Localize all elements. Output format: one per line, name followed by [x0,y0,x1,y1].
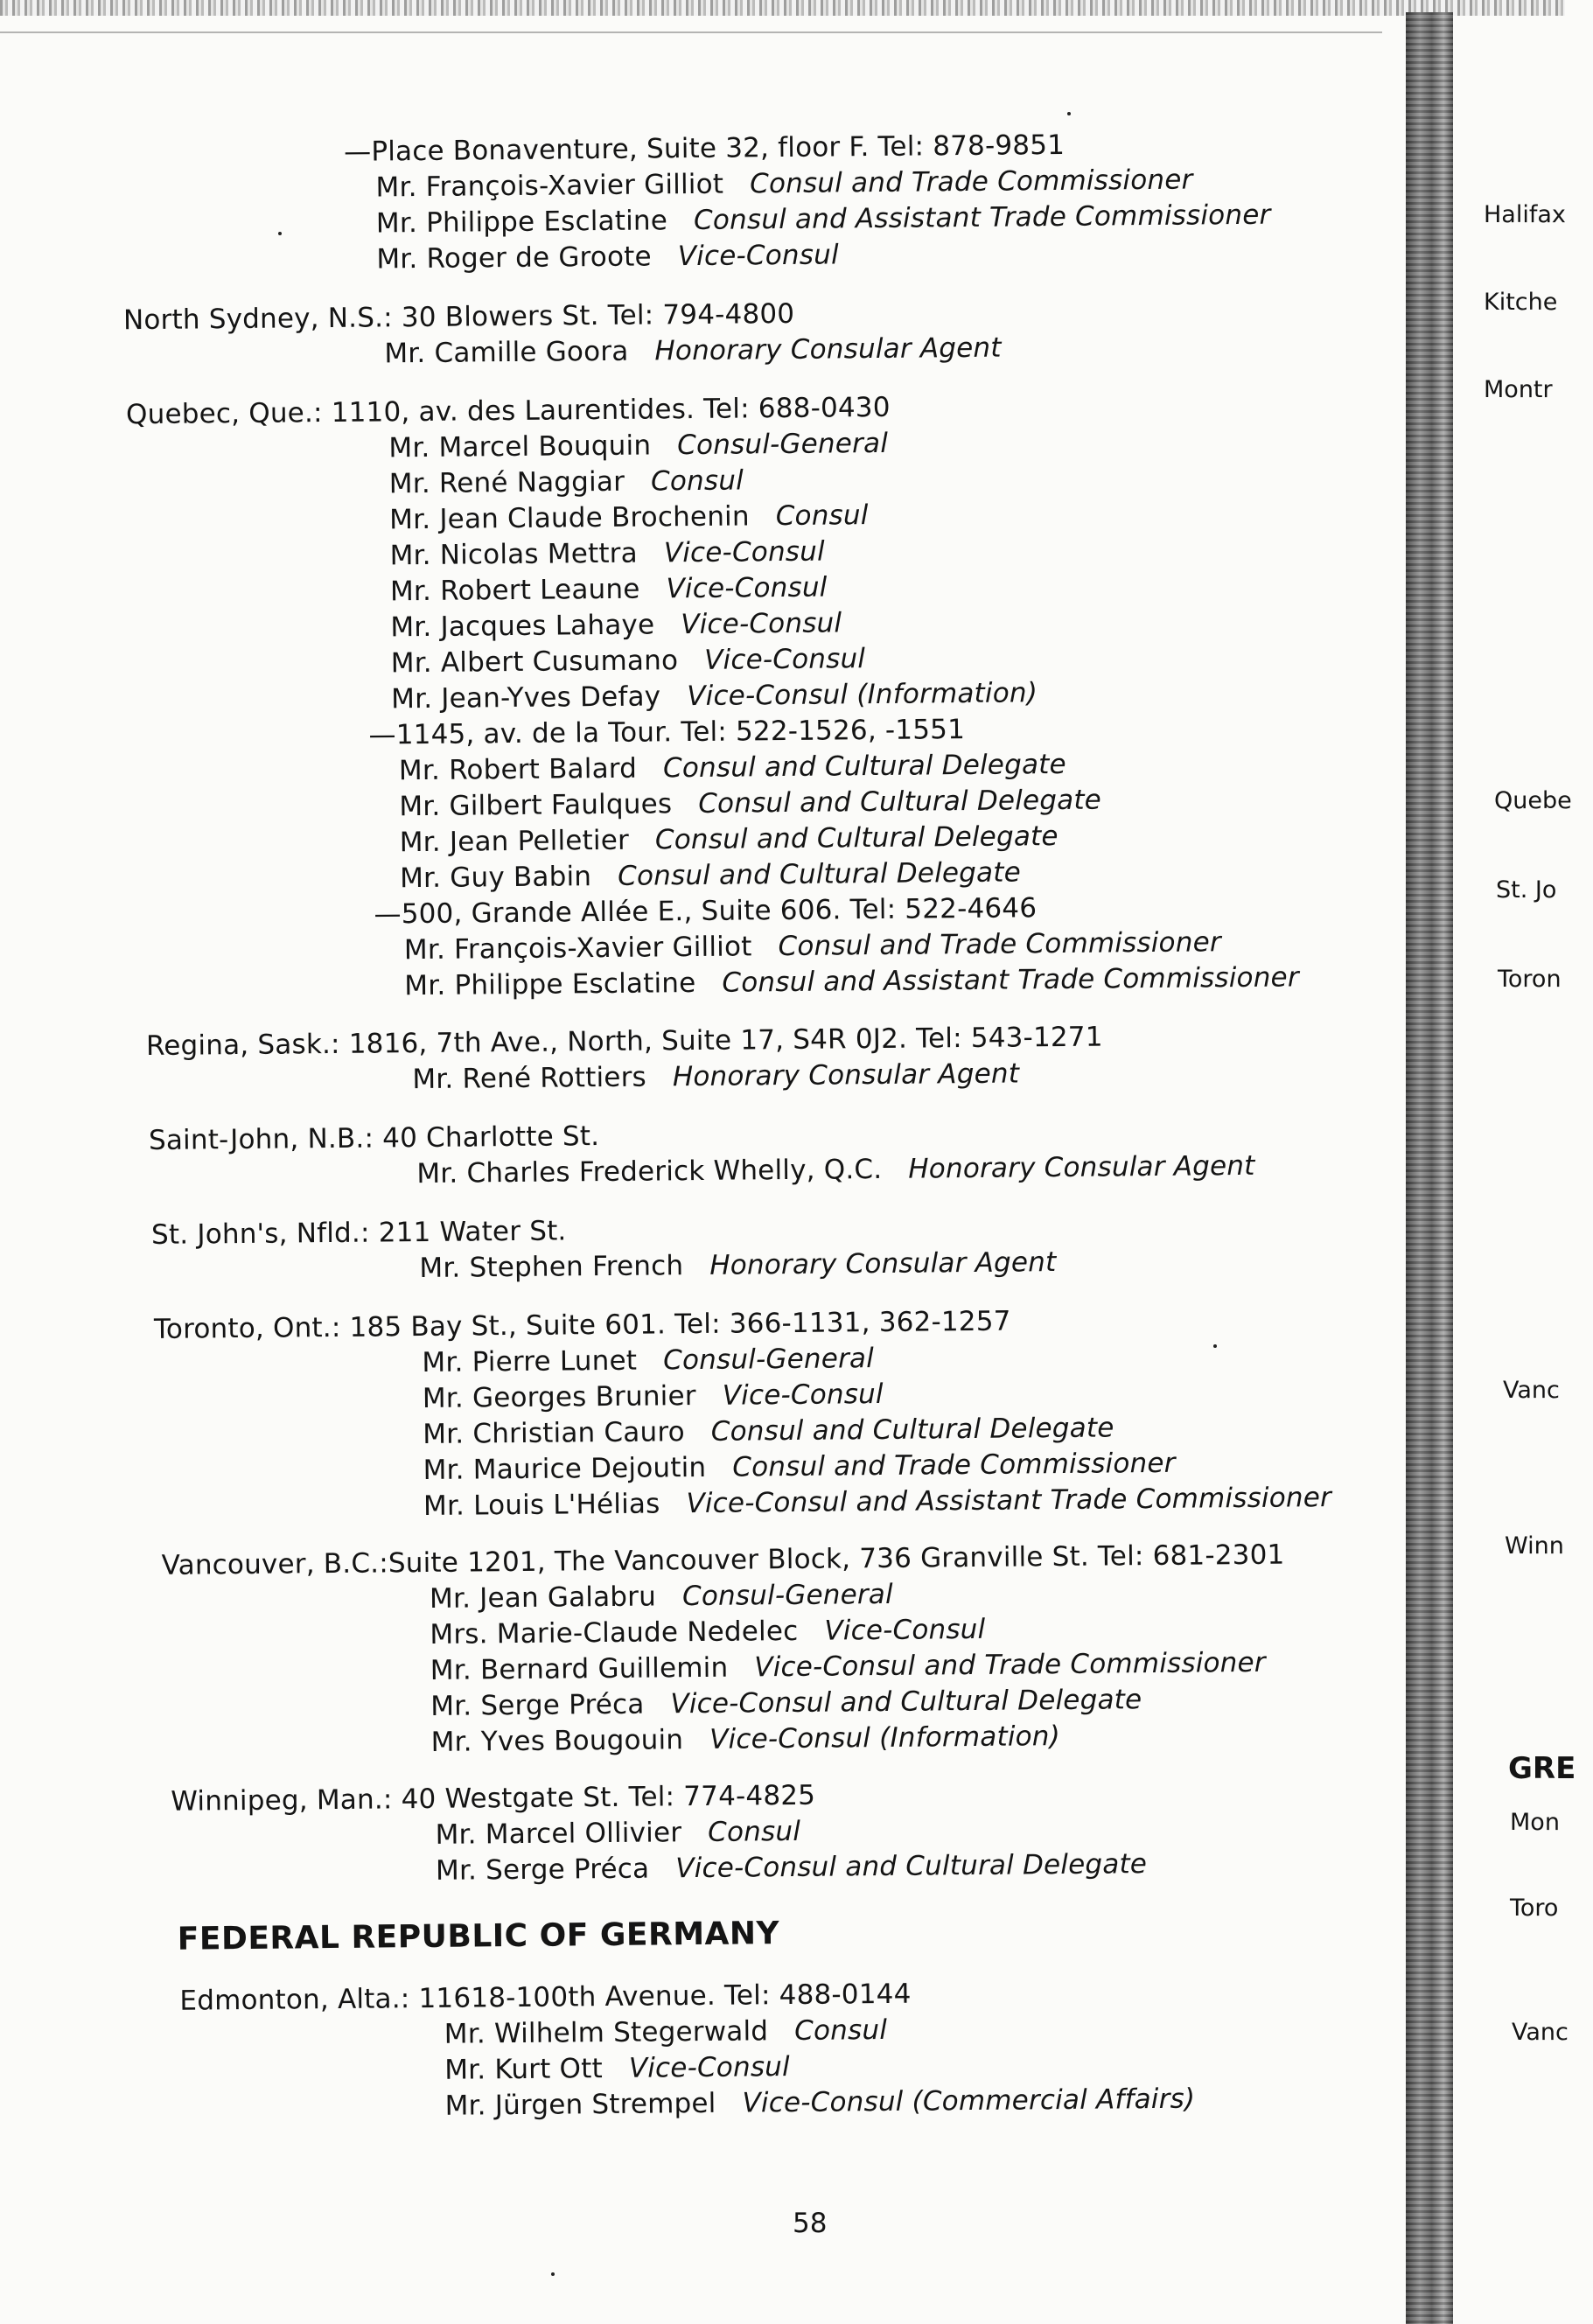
person-role: Consul [708,1815,801,1848]
person-line [399,784,1101,824]
person-name: Mr. Christian Cauro [423,1416,685,1451]
person-role: Vice-Consul (Information) [709,1720,1061,1755]
person-name: Mrs. Marie-Claude Nedelec [430,1615,799,1651]
person-line [388,427,888,464]
person-line [430,1613,985,1651]
person-line [390,606,842,644]
person-line [435,1815,800,1852]
person-name: Mr. Guy Babin [399,861,592,895]
right-page-label: Mon [1510,1809,1560,1836]
person-name: Mr. Charles Frederick Whelly, Q.C. [416,1153,883,1190]
person-line [376,238,839,276]
right-page-label: Vanc [1503,1377,1560,1404]
city-label: St. John's, Nfld.: [150,1217,370,1251]
right-page-label: Montr [1484,376,1553,403]
person-line [389,499,869,536]
person-role: Consul and Assistant Trade Commissioner [693,199,1271,236]
person-name: Mr. Philippe Esclatine [404,967,696,1002]
person-name: Mr. Camille Goora [384,335,629,370]
person-role: Vice-Consul [666,571,828,605]
person-line [375,164,1192,205]
city-label: Edmonton, Alta.: [179,1983,410,2017]
person-role: Honorary Consular Agent [908,1149,1255,1185]
person-line [430,1578,893,1616]
person-line [400,820,1059,859]
right-page-label: Quebe [1494,787,1572,814]
person-role: Vice-Consul (Information) [687,677,1038,713]
office-address: 211 Water St. [378,1215,567,1249]
person-role: Vice-Consul and Trade Commissioner [754,1646,1266,1684]
right-page-label: Winn [1505,1532,1564,1560]
person-name: Mr. Robert Leaune [389,573,640,608]
person-line [400,855,1021,895]
person-role: Consul and Cultural Delegate [698,784,1102,820]
person-name: Mr. Louis L'Hélias [423,1488,660,1523]
person-name: Mr. Albert Cusumano [390,645,679,680]
scan-speck [278,232,282,235]
office-address: 1816, 7th Ave., North, Suite 17, S4R 0J2. Tel: 543-1271 [348,1021,1103,1060]
person-line [444,2013,888,2051]
person-role: Consul-General [677,427,889,462]
person-name: Mr. Yves Bougouin [430,1724,684,1758]
person-name: Mr. Jean Claude Brochenin [389,500,750,536]
person-role: Vice-Consul [681,607,842,641]
office-heading [149,1120,600,1157]
office-heading [151,1214,567,1252]
person-role: Consul and Trade Commissioner [749,164,1193,200]
person-name: Mr. Jean Galabru [429,1581,657,1615]
section-heading: FEDERAL REPUBLIC OF GERMANY [177,1916,780,1958]
person-line [412,1057,1019,1096]
person-role: Consul [650,464,744,498]
scan-speck [551,2272,555,2276]
right-page-label: Toron [1498,966,1562,993]
person-name: Mr. Georges Brunier [422,1380,696,1415]
person-role: Consul [794,2013,888,2047]
person-name: Mr. François-Xavier Gilliot [403,931,752,967]
person-line [423,1481,1331,1523]
page-number: 58 [793,2208,828,2239]
person-role: Vice-Consul [677,239,839,273]
person-line [384,332,1002,371]
right-page-label: Vanc [1512,2019,1569,2046]
person-line [430,1683,1142,1723]
person-line [423,1447,1175,1487]
person-name: Mr. Stephen French [419,1250,684,1285]
person-name: Mr. Jean Pelletier [399,824,630,859]
person-role: Consul and Cultural Delegate [710,1412,1114,1448]
person-name: Mr. Maurice Dejoutin [423,1451,707,1487]
person-name: Mr. Kurt Ott [444,2053,604,2086]
person-role: Consul [775,499,869,533]
person-line [389,535,825,573]
person-name: Mr. Jean-Yves Defay [391,680,661,715]
person-role: Consul and Assistant Trade Commissioner [722,961,1299,999]
person-line [416,1149,1254,1190]
person-line [389,464,744,500]
office-address: 1110, av. des Laurentides. Tel: 688-0430 [331,391,891,429]
office-heading [161,1539,1284,1582]
person-line [430,1646,1266,1687]
person-line [391,642,866,680]
person-name: Mr. Jürgen Strempel [444,2087,716,2122]
person-name: Mr. Robert Balard [398,752,638,787]
office-address: 185 Bay St., Suite 601. Tel: 366-1131, 362-1257 [349,1305,1011,1343]
person-role: Vice-Consul (Commercial Affairs) [742,2083,1196,2119]
person-line [404,960,1299,1002]
person-role: Vice-Consul [628,2051,791,2084]
right-page-label: Halifax [1484,201,1566,228]
person-name: Mr. François-Xavier Gilliot [375,168,724,204]
person-name: Mr. Roger de Groote [376,241,652,276]
office-address: 30 Blowers St. Tel: 794-4800 [401,297,795,334]
right-page-label: Kitche [1484,289,1558,316]
city-label: Quebec, Que.: [125,397,323,431]
person-line [391,676,1038,715]
person-line [423,1411,1114,1451]
city-label: Toronto, Ont.: [153,1311,341,1345]
person-name: Mr. René Naggiar [388,465,625,500]
person-role: Consul and Cultural Delegate [654,820,1059,856]
office-heading [146,1021,1103,1063]
person-line [419,1246,1056,1285]
person-line [444,2050,790,2087]
address-line: —500, Grande Allée E., Suite 606. Tel: 522-4646 [374,892,1038,931]
scan-speck [1213,1344,1217,1348]
person-role: Consul and Cultural Delegate [617,856,1022,892]
person-line [423,1378,884,1415]
office-heading [126,391,891,431]
person-role: Consul-General [681,1578,893,1613]
right-page-heading: GRE [1508,1751,1576,1786]
city-label: Saint-John, N.B.: [148,1122,374,1157]
address-line: —1145, av. de la Tour. Tel: 522-1526, -1551 [368,714,966,751]
person-line [436,1847,1147,1888]
person-role: Honorary Consular Agent [709,1246,1057,1281]
person-role: Consul and Trade Commissioner [778,926,1221,963]
person-line [430,1720,1060,1759]
person-line [404,925,1221,967]
person-line [399,748,1066,787]
person-name: Mr. Pierre Lunet [422,1344,638,1379]
right-page-label: Toro [1510,1895,1559,1922]
person-line [444,2083,1195,2123]
person-line [376,199,1271,241]
person-name: Mr. René Rottiers [412,1061,647,1096]
person-role: Consul and Cultural Delegate [662,748,1066,785]
city-label: Regina, Sask.: [145,1028,340,1063]
office-heading [171,1779,815,1818]
scan-speck [1067,112,1071,115]
person-role: Vice-Consul [824,1613,986,1647]
person-name: Mr. Nicolas Mettra [389,537,639,572]
person-role: Vice-Consul [663,535,826,569]
office-heading [123,297,795,337]
person-line [390,571,828,609]
person-role: Honorary Consular Agent [672,1057,1020,1093]
book-binding [1406,12,1453,2324]
person-role: Vice-Consul and Cultural Delegate [670,1684,1142,1720]
person-role: Vice-Consul and Assistant Trade Commissioner [686,1482,1332,1520]
city-label: Vancouver, B.C.: [161,1547,389,1581]
person-name: Mr. Wilhelm Stegerwald [444,2015,769,2050]
office-heading [179,1978,911,2018]
person-name: Mr. Serge Préca [430,1688,645,1722]
person-name: Mr. Marcel Ollivier [435,1817,682,1851]
office-address: 11618-100th Avenue. Tel: 488-0144 [418,1978,912,2015]
city-label: North Sydney, N.S.: [122,302,394,337]
person-name: Mr. Gilbert Faulques [399,788,673,823]
office-address: 40 Charlotte St. [382,1120,600,1155]
office-address: 40 Westgate St. Tel: 774-4825 [401,1779,816,1816]
office-address: Suite 1201, The Vancouver Block, 736 Granville St. Tel: 681-2301 [388,1539,1285,1580]
person-role: Consul and Trade Commissioner [732,1447,1176,1483]
office-heading [154,1305,1011,1346]
person-role: Vice-Consul and Cultural Delegate [675,1848,1148,1885]
person-name: Mr. Bernard Guillemin [430,1651,729,1686]
person-role: Vice-Consul [722,1378,884,1412]
address-line: —Place Bonaventure, Suite 32, floor F. Tel: 878-9851 [343,129,1065,168]
person-name: Mr. Marcel Bouquin [388,429,652,464]
person-role: Vice-Consul [703,643,866,676]
person-line [422,1342,874,1379]
person-role: Consul-General [662,1343,875,1377]
person-name: Mr. Philippe Esclatine [375,205,668,240]
person-name: Mr. Jacques Lahaye [390,609,655,644]
person-role: Honorary Consular Agent [654,332,1002,367]
right-page-label: St. Jo [1496,876,1557,904]
person-name: Mr. Serge Préca [435,1853,650,1887]
city-label: Winnipeg, Man.: [171,1783,393,1818]
